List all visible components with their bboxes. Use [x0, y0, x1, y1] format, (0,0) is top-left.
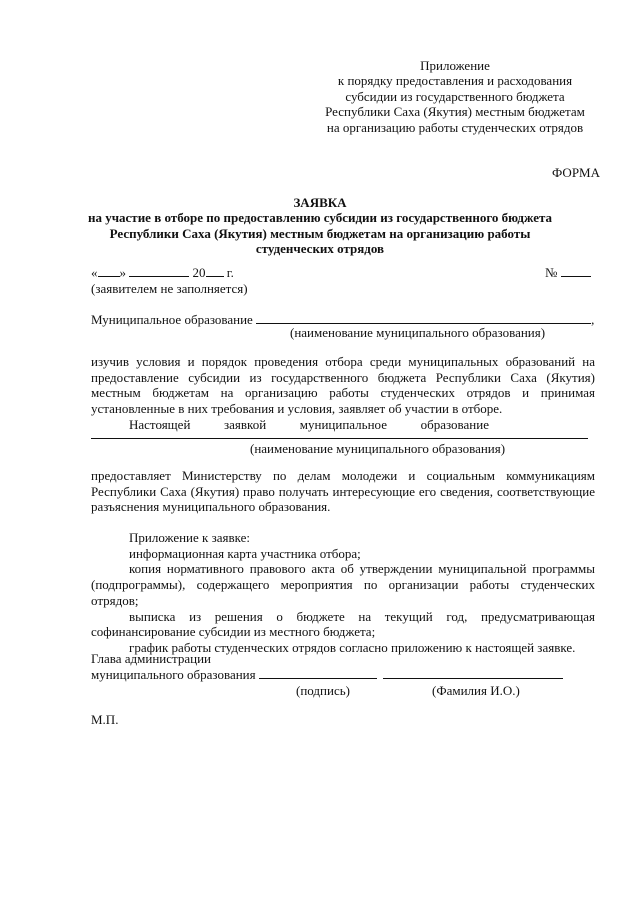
signature-caption: (подпись)	[296, 683, 350, 698]
seal-mark: М.П.	[91, 712, 119, 727]
year-prefix: 20	[192, 265, 206, 280]
number-field	[545, 265, 591, 280]
signature-blank	[259, 667, 377, 679]
paragraph-1-text: изучив условия и порядок проведения отбора среди муниципальных образований на предоставление субсидии из государственного бюджета Республики Саха (Якутия) местным бюджетам на организацию работы студенческих отрядов и принимая установленные в них требования и условия, заявляет об участии в отборе.	[91, 354, 595, 417]
title-line-3: студенческих отрядов	[255, 241, 385, 257]
year-blank	[206, 265, 224, 277]
attachments-block	[91, 530, 595, 656]
municipality-blank	[256, 312, 591, 324]
month-blank	[129, 265, 189, 277]
paragraph-2-line	[91, 417, 595, 433]
year-suffix: г.	[226, 265, 234, 280]
attachments-heading: Приложение к заявке:	[129, 530, 250, 545]
day-blank	[98, 265, 120, 277]
signature-line-1: Глава администрации	[91, 651, 212, 666]
name-blank	[383, 667, 563, 679]
quote-open: «	[91, 265, 98, 280]
paragraph-3-text: предоставляет Министерству по делам молодежи и социальным коммуникациям Республики Саха (Якутия) право получать интересующие его сведения, соответствующие разъяснения муниципального образования.	[91, 468, 595, 515]
filler-note: (заявителем не заполняется)	[91, 281, 248, 296]
appendix-line-5: на организацию работы студенческих отрядов	[326, 119, 584, 135]
title-line-2: Республики Саха (Якутия) местным бюджетам на организацию работы	[109, 225, 531, 241]
paragraph-1	[91, 354, 595, 433]
paragraph-2-word-3: муниципальное	[299, 416, 387, 432]
name-caption: (Фамилия И.О.)	[432, 683, 520, 698]
attachment-item-1: информационная карта участника отбора;	[129, 545, 361, 561]
signature-line-2	[91, 667, 563, 682]
number-blank	[561, 265, 591, 277]
quote-close: »	[119, 265, 126, 280]
number-label: №	[545, 265, 558, 280]
municipality-caption: (наименование муниципального образования)	[290, 325, 546, 340]
municipality-comma: ,	[591, 312, 595, 327]
municipality-name-line	[91, 438, 588, 439]
attachment-item-2: копия нормативного правового акта об утверждении муниципальной программы (подпрограммы), содержащего мероприятия по организации работы студенческих отрядов;	[91, 561, 595, 608]
title-main: ЗАЯВКА	[293, 195, 347, 210]
paragraph-2-word-2: заявкой	[224, 416, 267, 432]
appendix-line-4: Республики Саха (Якутия) местным бюджетам	[325, 104, 585, 120]
paragraph-2-word-4: образование	[420, 416, 489, 432]
signature-title: муниципального образования	[91, 667, 256, 682]
appendix-line-1: Приложение	[420, 58, 490, 73]
date-row	[91, 265, 234, 280]
paragraph-3	[91, 468, 595, 515]
attachment-item-4: график работы студенческих отрядов согласно приложению к настоящей заявке.	[129, 639, 576, 655]
title-line-1: на участие в отборе по предоставлению субсидии из государственного бюджета	[87, 210, 553, 226]
appendix-line-2: к порядку предоставления и расходования	[337, 73, 573, 89]
appendix-line-3: субсидии из государственного бюджета	[345, 88, 565, 104]
document-title	[60, 195, 580, 257]
municipality-name-caption: (наименование муниципального образования)	[250, 441, 506, 456]
appendix-block	[300, 58, 610, 135]
paragraph-2-word-1: Настоящей	[129, 416, 191, 432]
attachment-item-3: выписка из решения о бюджете на текущий год, предусматривающая софинансирование субсидии из местного бюджета;	[91, 608, 595, 640]
municipality-label: Муниципальное образование	[91, 312, 253, 327]
form-label: ФОРМА	[552, 165, 600, 180]
